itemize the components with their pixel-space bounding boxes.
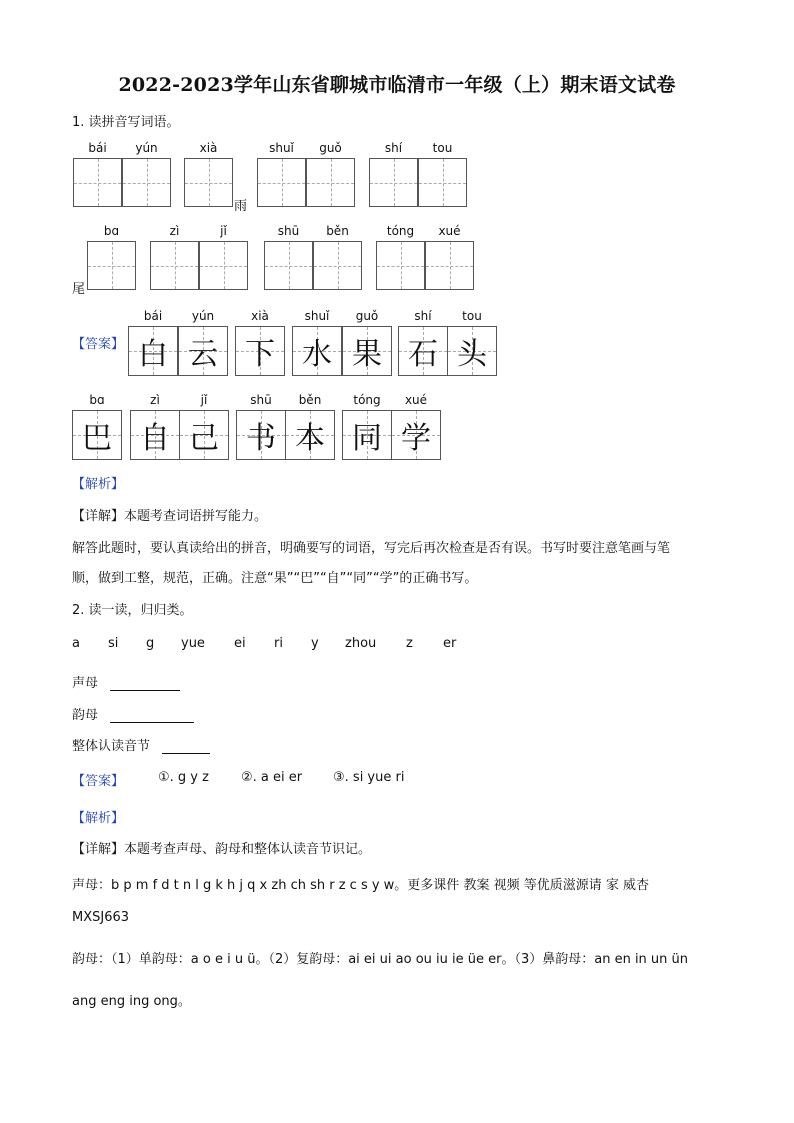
ans-box-r2-6-char: 学 bbox=[401, 421, 431, 456]
q1-box-r2-4[interactable] bbox=[313, 241, 362, 290]
ans-box-r1-6 bbox=[447, 326, 497, 376]
syllable-item: y bbox=[311, 636, 319, 651]
ans-box-r2-0 bbox=[72, 410, 122, 460]
zhengti-blank[interactable] bbox=[162, 739, 210, 754]
q1-box-r2-6[interactable] bbox=[425, 241, 474, 290]
ans-box-r1-3-char: 水 bbox=[302, 337, 332, 372]
q2-zhengti-row bbox=[72, 735, 210, 754]
q1-box-r2-2-pinyin: jǐ bbox=[220, 224, 227, 238]
q1-box-r1-5[interactable] bbox=[369, 158, 418, 207]
ans-box-r2-6 bbox=[391, 410, 441, 460]
q1-answer-label: 【答案】 bbox=[72, 337, 125, 352]
q1-box-r2-0[interactable] bbox=[87, 241, 136, 290]
q1-box-r1-0[interactable] bbox=[73, 158, 122, 207]
syllable-item: zhou bbox=[345, 636, 377, 651]
ans-box-r2-1 bbox=[130, 410, 180, 460]
q1-box-r1-4[interactable] bbox=[306, 158, 355, 207]
ans-box-r1-4-char: 果 bbox=[352, 337, 382, 372]
q1-detail: 【详解】本题考查词语拼写能力。 bbox=[72, 509, 268, 524]
q1-box-r1-2[interactable] bbox=[184, 158, 233, 207]
q1-box-r2-0-pinyin: bɑ bbox=[103, 224, 120, 238]
q1-box-r1-2-pinyin: xià bbox=[199, 141, 218, 155]
syllable-item: ei bbox=[234, 636, 246, 651]
ans-box-r1-4-pinyin: guǒ bbox=[355, 309, 379, 323]
q1-para-line2: 顺，做到工整，规范，正确。注意“果”“巴”“自”“同”“学”的正确书写。 bbox=[72, 571, 478, 586]
ans-box-r2-3-char: 书 bbox=[246, 421, 276, 456]
syllable-item: ri bbox=[274, 636, 283, 651]
syllable-item: a bbox=[72, 636, 80, 651]
q2-shengmu-row bbox=[72, 672, 180, 691]
q1-box-r2-5-pinyin: tóng bbox=[386, 224, 415, 238]
q1-box-r1-1[interactable] bbox=[122, 158, 171, 207]
syllable-item: si bbox=[108, 636, 119, 651]
ans-box-r1-2-pinyin: xià bbox=[251, 309, 269, 323]
q2-answer-1: ①. g y z bbox=[158, 770, 209, 785]
q2-detail: 【详解】本题考查声母、韵母和整体认读音节识记。 bbox=[72, 842, 372, 857]
syllable-item: z bbox=[406, 636, 413, 651]
yunmu-blank[interactable] bbox=[110, 708, 194, 723]
ans-box-r2-5-pinyin: tóng bbox=[353, 393, 381, 407]
q1-box-r1-0-pinyin: bái bbox=[88, 141, 107, 155]
q1-box-r1-1-pinyin: yún bbox=[135, 141, 158, 155]
q1-analysis-label: 【解析】 bbox=[72, 477, 125, 492]
q1-box-r2-5[interactable] bbox=[376, 241, 425, 290]
syllable-item: er bbox=[443, 636, 457, 651]
yunmu-label: 韵母 bbox=[72, 708, 99, 723]
q2-yunmu-row bbox=[72, 704, 194, 723]
ans-box-r2-2 bbox=[179, 410, 229, 460]
q2-analysis-label: 【解析】 bbox=[72, 811, 125, 826]
ans-box-r2-4-pinyin: běn bbox=[298, 393, 322, 407]
ans-box-r1-3 bbox=[292, 326, 342, 376]
q2-answer-2: ②. a ei er bbox=[241, 770, 303, 785]
ans-box-r1-0-pinyin: bái bbox=[143, 309, 163, 323]
q1-char-wei: 尾 bbox=[72, 282, 86, 297]
syllable-item: g bbox=[146, 636, 155, 651]
q2-yunmu-line: 韵母：（1）单韵母：a o e i u ü。（2）复韵母：ai ei ui ao ou iu ie üe er。（3）鼻韵母：an en in un ün bbox=[72, 952, 689, 967]
ans-box-r1-5-char: 石 bbox=[408, 337, 438, 372]
q1-box-r1-6[interactable] bbox=[418, 158, 467, 207]
q2-shengmu-line: 声母：b p m f d t n l g k h j q x zh ch sh r z c s y w。更多课件 教案 视频 等优质滋源请 家 威杏 bbox=[72, 878, 649, 893]
ans-box-r1-4 bbox=[342, 326, 392, 376]
ans-box-r2-0-char: 巴 bbox=[82, 421, 112, 456]
ans-box-r1-6-pinyin: tou bbox=[462, 309, 482, 323]
ans-box-r2-2-pinyin: jǐ bbox=[200, 393, 208, 407]
ans-box-r1-5 bbox=[398, 326, 448, 376]
ans-box-r2-4 bbox=[285, 410, 335, 460]
zhengti-label: 整体认读音节 bbox=[72, 739, 151, 754]
shengmu-blank[interactable] bbox=[110, 676, 180, 691]
q2-answer-3: ③. si yue ri bbox=[333, 770, 405, 785]
ans-box-r2-3-pinyin: shū bbox=[250, 393, 272, 407]
q1-box-r2-1[interactable] bbox=[150, 241, 199, 290]
shengmu-label: 声母 bbox=[72, 676, 99, 691]
q1-prompt: 1. 读拼音写词语。 bbox=[72, 115, 180, 130]
q2-mxsj: MXSJ663 bbox=[72, 910, 130, 925]
page-title: 2022-2023学年山东省聊城市临清市一年级（上）期末语文试卷 bbox=[118, 74, 676, 96]
q1-box-r1-3[interactable] bbox=[257, 158, 306, 207]
q1-box-r2-4-pinyin: běn bbox=[326, 224, 349, 238]
q1-box-r2-2[interactable] bbox=[199, 241, 248, 290]
ans-box-r2-4-char: 本 bbox=[295, 421, 325, 456]
ans-box-r1-5-pinyin: shí bbox=[414, 309, 432, 323]
ans-box-r1-0-char: 白 bbox=[138, 337, 168, 372]
q1-box-r2-3-pinyin: shū bbox=[277, 224, 300, 238]
ans-box-r1-6-char: 头 bbox=[457, 337, 487, 372]
q1-box-r2-6-pinyin: xué bbox=[438, 224, 461, 238]
ans-box-r2-5-char: 同 bbox=[352, 421, 382, 456]
ans-box-r1-2 bbox=[235, 326, 285, 376]
ans-box-r2-5 bbox=[342, 410, 392, 460]
ans-box-r1-0 bbox=[128, 326, 178, 376]
ans-box-r1-3-pinyin: shuǐ bbox=[304, 309, 330, 323]
ans-box-r2-6-pinyin: xué bbox=[404, 393, 428, 407]
q1-box-r1-6-pinyin: tou bbox=[432, 141, 453, 155]
syllable-item: yue bbox=[181, 636, 205, 651]
ans-box-r2-1-pinyin: zì bbox=[150, 393, 160, 407]
q1-char-yu: 雨 bbox=[234, 199, 248, 214]
ans-box-r2-1-char: 自 bbox=[140, 421, 170, 456]
q1-para-line1: 解答此题时，要认真读给出的拼音，明确要写的词语，写完后再次检查是否有误。书写时要注意笔画与笔 bbox=[72, 541, 671, 556]
ans-box-r1-2-char: 下 bbox=[245, 337, 275, 372]
q1-box-r2-1-pinyin: zì bbox=[169, 224, 180, 238]
ans-box-r1-1 bbox=[178, 326, 228, 376]
ans-box-r1-1-char: 云 bbox=[188, 337, 218, 372]
q1-box-r1-4-pinyin: guǒ bbox=[319, 141, 342, 155]
ans-box-r2-3 bbox=[236, 410, 286, 460]
q1-box-r1-3-pinyin: shuǐ bbox=[269, 141, 294, 155]
q2-answer-label: 【答案】 bbox=[72, 774, 125, 789]
q2-prompt: 2. 读一读，归归类。 bbox=[72, 603, 193, 618]
q1-box-r2-3[interactable] bbox=[264, 241, 313, 290]
q1-box-r1-5-pinyin: shí bbox=[384, 141, 403, 155]
ans-box-r2-0-pinyin: bɑ bbox=[89, 393, 105, 407]
ans-box-r2-2-char: 己 bbox=[189, 421, 219, 456]
ans-box-r1-1-pinyin: yún bbox=[191, 309, 215, 323]
q2-nasal-line2: ang eng ing ong。 bbox=[72, 994, 191, 1009]
